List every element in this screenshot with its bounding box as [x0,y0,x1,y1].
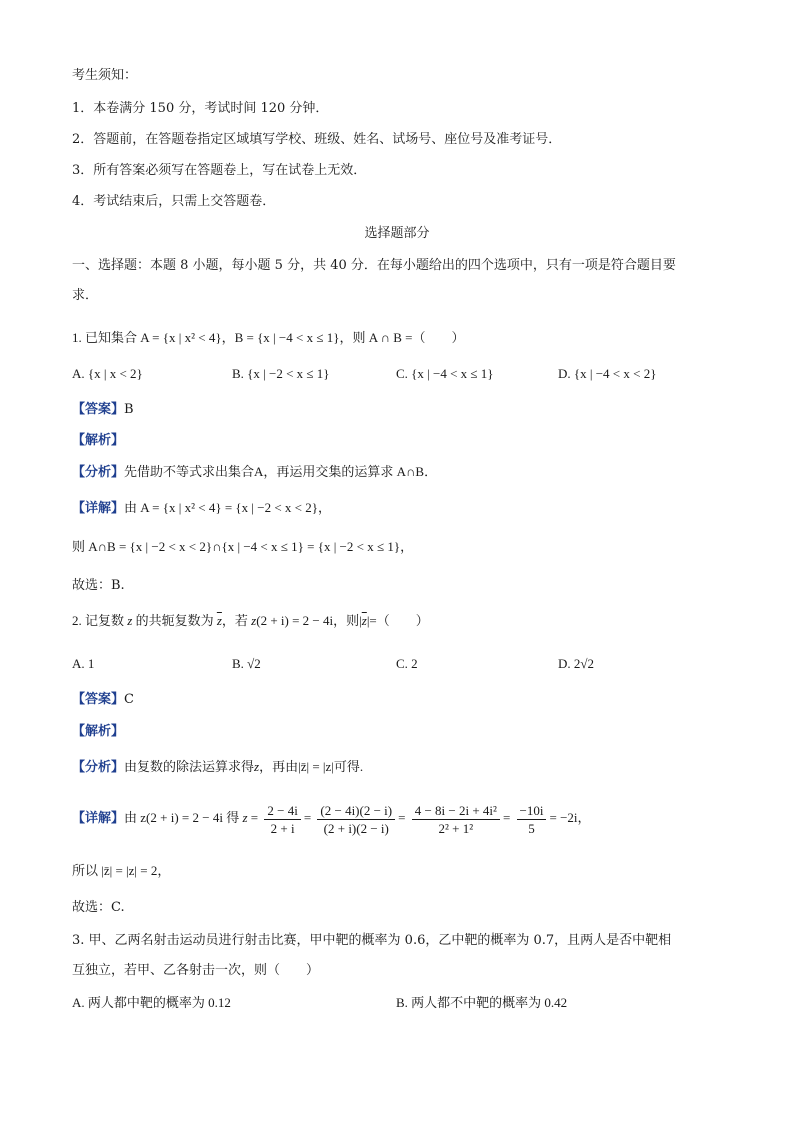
q2-answer-line [72,690,134,710]
q2-conclusion: 故选：C. [72,900,125,915]
q1-detail-line-2: 则 A∩B = {x | −2 < x < 2}∩{x | −4 < x ≤ 1} = {x | −2 < x ≤ 1}， [72,539,414,554]
q1-option-b: B. {x | −2 < x ≤ 1} [232,366,330,381]
answer-tag: 【答案】 [72,692,125,707]
fraction-3: $\frac{\text{4 − 8i − 2i + 4i²}}{\text{2² + 1²}}$ [412,802,500,837]
q1-analysis-tag [72,431,124,451]
q1-fenxi-line [72,462,437,482]
notice-item-2: 2．答题前，在答题卷指定区域填写学校、班级、姓名、试场号、座位号及准考证号． [72,132,562,147]
q2-so-line: 所以 |z̄| = |z| = 2， [72,863,171,878]
fraction-1: $\frac{2 - 4i}{2 + i}$ [264,802,300,837]
q2-answer: C [124,692,134,707]
fraction-4: $\frac{-10i}{5}$ [517,802,547,837]
section-title: 选择题部分 [364,226,430,241]
q2-option-a: A. 1 [72,656,95,671]
q2-detail-line: 【详解】由 z(2 + i) = 2 − 4i 得 z = $\frac{2 - 4i}{2 + i}$ = $\frac{(2 - 4i)(2 - i)}{(2 + i)(2 - i)}$ = $\frac{\text{4 − 8i − 2i + 4i²}}{\text{2² + 1²}}$ = $\frac{-10i}{5}$ = −2i， [72,802,591,836]
fraction-2: $\frac{(2 - 4i)(2 - i)}{(2 + i)(2 - i)}$ [317,802,395,837]
notice-item-3: 3．所有答案必须写在答题卷上，写在试卷上无效． [72,163,367,178]
q1-detail-1: 由 A = {x | x² < 4} = {x | −2 < x < 2}， [124,500,331,515]
section-intro-line-2: 求． [72,288,99,303]
q2-stem: 2. 记复数 z 的共轭复数为 $\overline{z}$，若 z(2 + i) = 2 − 4i，则$|\overline{z}|=$（ ） [72,613,429,628]
answer-tag: 【答案】 [72,402,125,417]
analysis-tag: 【解析】 [72,724,125,739]
fenxi-tag: 【分析】 [72,464,125,479]
q3-option-b: B. 两人都不中靶的概率为 0.42 [396,995,568,1010]
fenxi-tag: 【分析】 [72,759,125,774]
notice-item-1: 1．本卷满分 150 分，考试时间 120 分钟． [72,101,329,116]
q1-detail-line-1 [72,498,331,518]
q2-option-d: D. 2√2 [558,656,595,671]
q1-stem: 1. 已知集合 A = {x | x² < 4}，B = {x | −4 < x ≤ 1}，则 A ∩ B =（ ） [72,330,465,345]
q1-option-c: C. {x | −4 < x ≤ 1} [396,366,494,381]
analysis-tag: 【解析】 [72,433,125,448]
var-z-conjugate: $\overline{z}$ [216,613,222,628]
q1-option-a: A. {x | x < 2} [72,366,143,381]
notice-item-4: 4．考试结束后，只需上交答题卷． [72,194,276,209]
q3-stem-line-2: 互独立，若甲、乙各射击一次，则（ ） [72,963,320,978]
detail-tag: 【详解】 [72,500,125,515]
notice-title: 考生须知： [72,68,138,83]
q3-option-a: A. 两人都中靶的概率为 0.12 [72,995,231,1010]
q2-option-b: B. √2 [232,656,261,671]
q1-conclusion: 故选：B. [72,578,125,593]
q2-option-c: C. 2 [396,656,418,671]
q1-option-d: D. {x | −4 < x < 2} [558,366,657,381]
q2-fenxi-line: 【分析】由复数的除法运算求得z，再由|z̄| = |z|可得. [72,759,364,774]
q1-answer: B [124,402,134,417]
q1-fenxi: 先借助不等式求出集合A，再运用交集的运算求 A∩B． [124,464,438,479]
detail-tag: 【详解】 [72,810,125,825]
q3-stem-line-1: 3. 甲、乙两名射击运动员进行射击比赛，甲中靶的概率为 0.6，乙中靶的概率为 0.7，且两人是否中靶相 [72,933,672,948]
var-z: z [127,613,133,628]
q1-answer-line [72,400,134,420]
q2-analysis-tag [72,722,124,742]
section-intro-line-1: 一、选择题：本题 8 小题，每小题 5 分，共 40 分．在每小题给出的四个选项中，只有一项是符合题目要 [72,258,676,273]
